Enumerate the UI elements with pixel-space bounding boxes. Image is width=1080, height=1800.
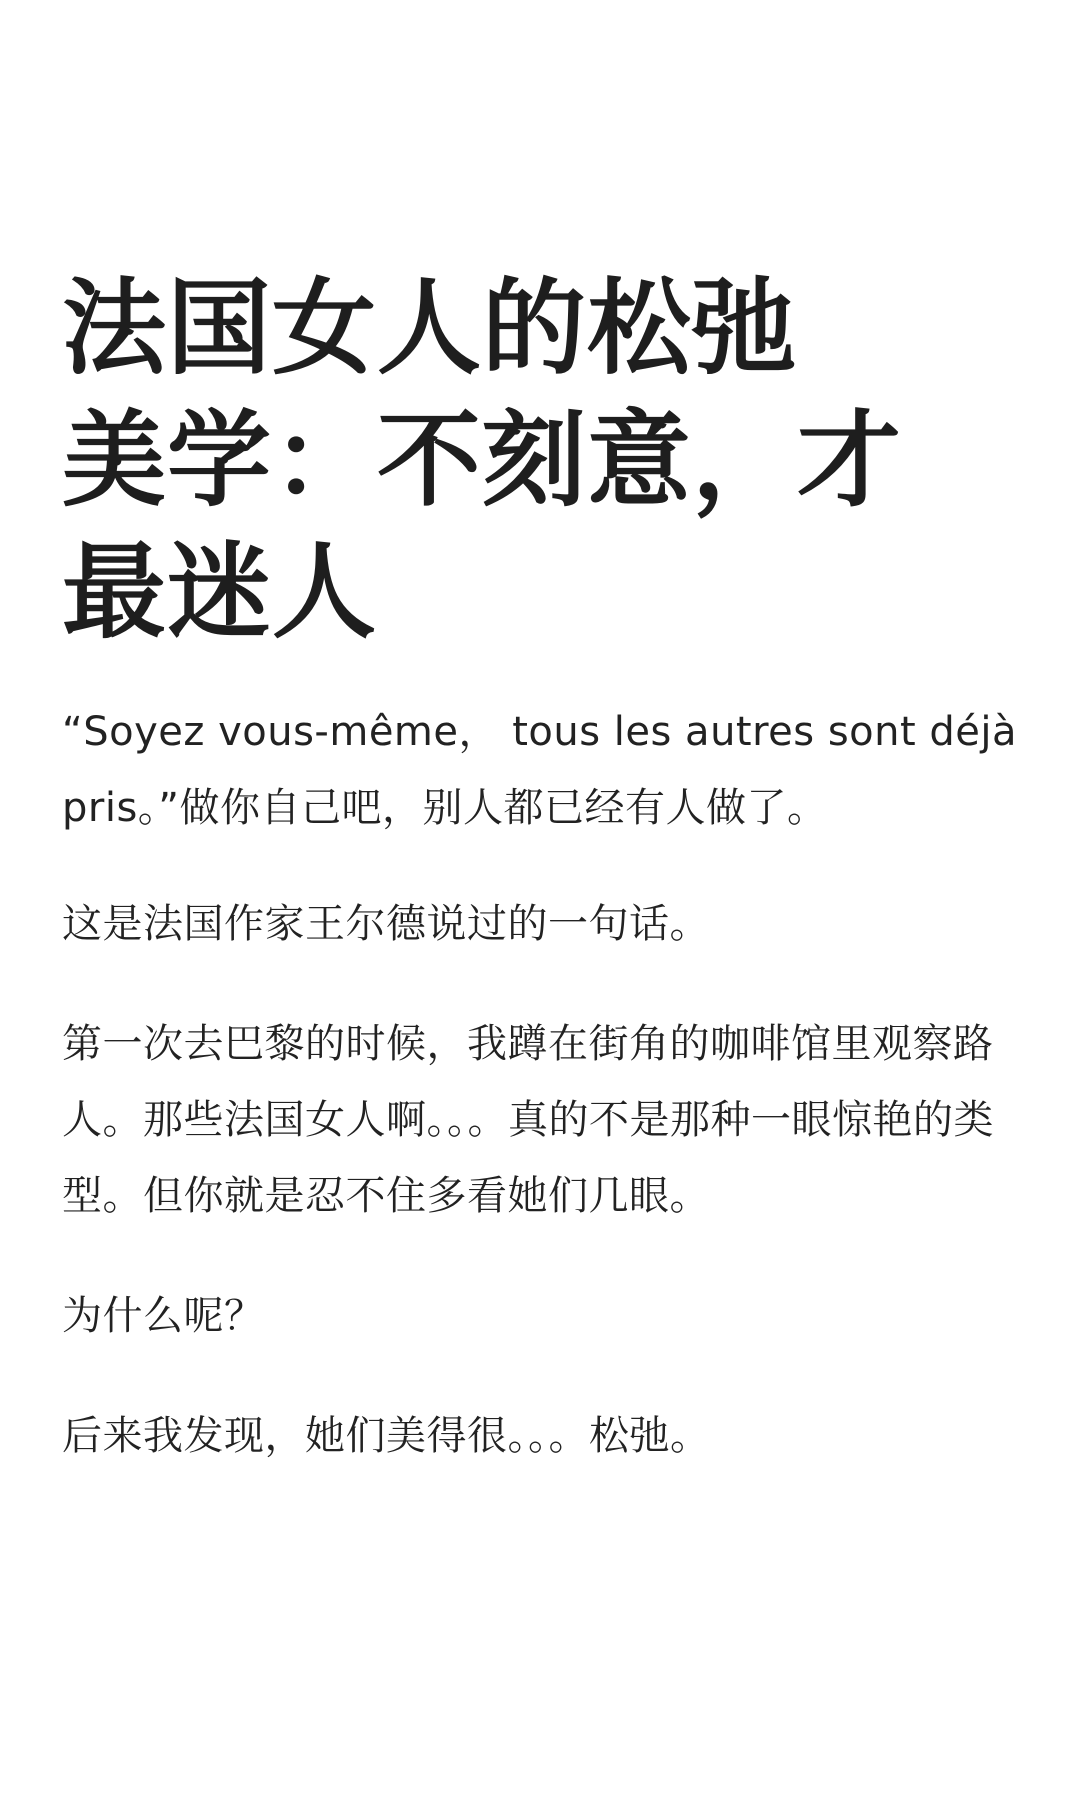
paragraph-quote: “Soyez vous-même， tous les autres sont déjà pris。”做你自己吧，别人都已经有人做了。 [62, 709, 1018, 831]
paragraph-question: 为什么呢？ [62, 1293, 265, 1339]
article-body [62, 694, 1020, 1474]
paragraph-attribution: 这是法国作家王尔德说过的一句话。 [62, 901, 710, 947]
article-title [62, 262, 1020, 658]
title-line-2: 美学：不刻意，才 [62, 399, 903, 521]
title-line-1: 法国女人的松弛 [62, 267, 798, 389]
article-content [62, 262, 1020, 1518]
title-line-3: 最迷人 [62, 531, 378, 653]
paragraph-conclusion: 后来我发现，她们美得很。。。松弛。 [62, 1413, 711, 1459]
paragraph-paris-observation: 第一次去巴黎的时候，我蹲在街角的咖啡馆里观察路人。那些法国女人啊。。。真的不是那种一眼惊艳的类型。但你就是忍不住多看她们几眼。 [62, 1021, 994, 1219]
